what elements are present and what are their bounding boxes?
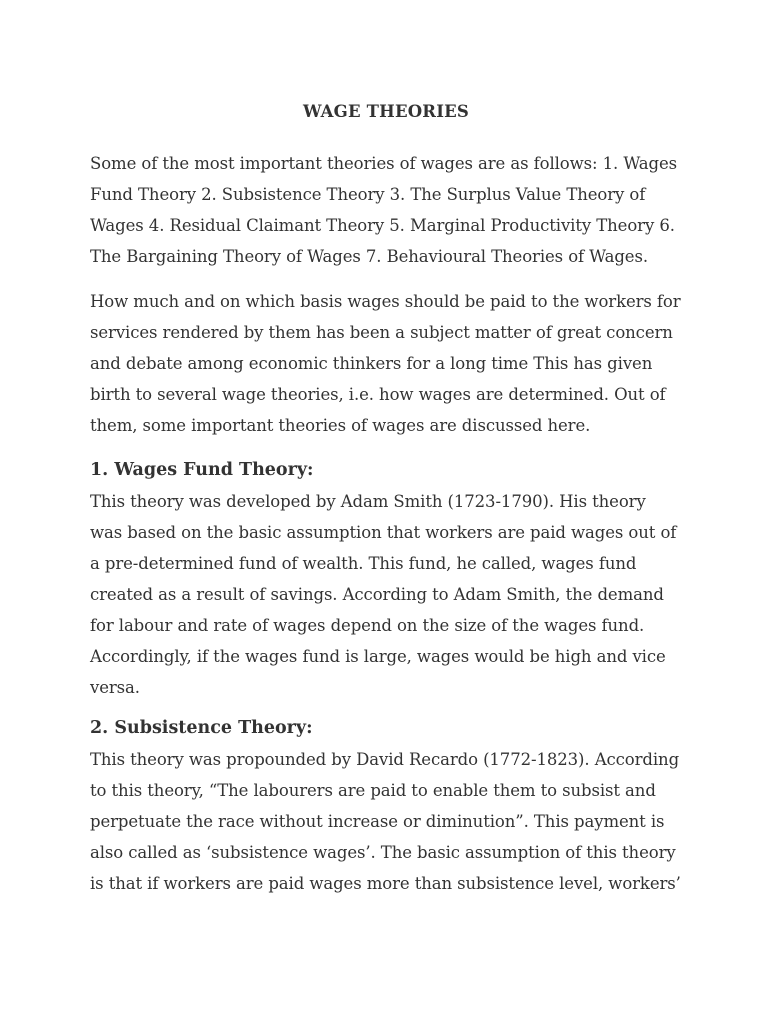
document-title: WAGE THEORIES [302, 102, 470, 121]
section-heading: 2. Subsistence Theory: [90, 718, 313, 738]
document-page [90, 98, 682, 909]
section-body: This theory was developed by Adam Smith (1723-1790). His theory was based on the basic assumption that workers are paid wages out of a pre-determined fund of wealth. This fund, he called, wages fund created as a result of savings. According to Adam Smith, the demand for labour and rate of wages depend on the size of the wages fund. Accordingly, if the wages fund is large, wages would be high and vice versa. [90, 492, 677, 697]
section-body: This theory was propounded by David Recardo (1772-1823). According to this theory, “The labourers are paid to enable them to subsist and perpetuate the race without increase or diminution”. This payment is also called as ‘subsistence wages’. The basic assumption of this theory is that if workers are paid wages more than subsistence level, workers’ [90, 750, 681, 893]
section-heading: 1. Wages Fund Theory: [90, 460, 314, 480]
section-wages-fund-theory [90, 455, 682, 703]
intro-paragraph-background: How much and on which basis wages should be paid to the workers for services rendered by them has been a subject matter of great concern and debate among economic thinkers for a long time This has given birth to several wage theories, i.e. how wages are determined. Out of them, some important theories of wages are discussed here. [90, 292, 681, 435]
section-subsistence-theory [90, 713, 682, 899]
intro-paragraph-list-of-theories: Some of the most important theories of wages are as follows: 1. Wages Fund Theory 2. Subsistence Theory 3. The Surplus Value Theory of Wages 4. Residual Claimant Theory 5. Marginal Productivity Theory 6. The Bargaining Theory of Wages 7. Behavioural Theories of Wages. [90, 154, 677, 266]
